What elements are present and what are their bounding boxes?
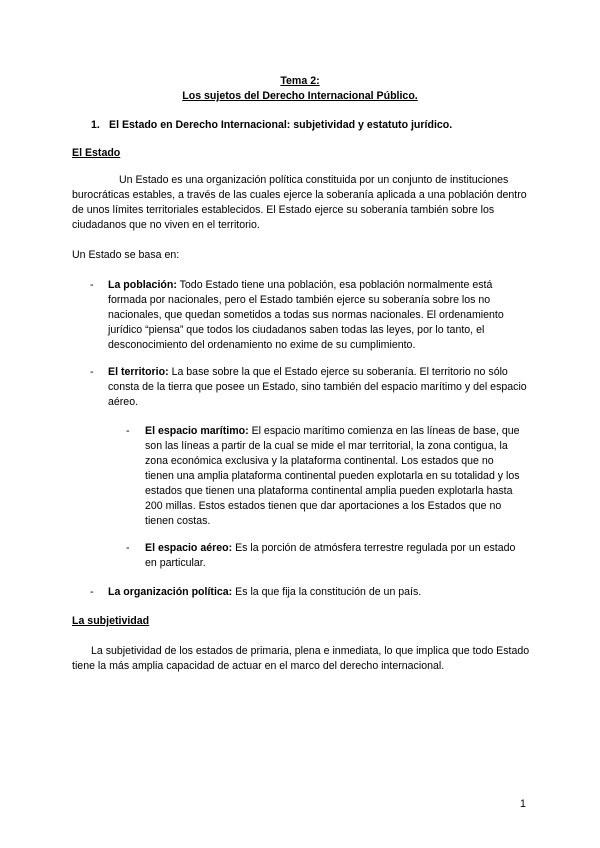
item-term: La organización política: <box>108 586 233 598</box>
list-subitem-espacio-aereo <box>126 541 524 571</box>
bullet-dash: - <box>126 425 130 437</box>
intro-paragraph: Un Estado es una organización política constituida por un conjunto de instituciones burocráticas estables, a través de las cuales ejerce la soberanía aplicada a una población dentro de unos límites territoriales establecidos. El Estado ejerce su soberanía también sobre los ciudadanos que no viven en el territorio. <box>72 174 527 231</box>
subheading-el-estado: El Estado <box>72 147 121 159</box>
subheading-la-subjetividad: La subjetividad <box>72 615 150 627</box>
item-term: El espacio aéreo: <box>145 542 233 554</box>
heading-number: 1. <box>91 119 100 131</box>
item-text: Es la que fija la constitución de un país. <box>232 586 422 598</box>
section-heading-1 <box>91 118 452 133</box>
bullet-dash: - <box>126 542 130 554</box>
subjetividad-paragraph: La subjetividad de los estados de primaria, plena e inmediata, lo que implica que todo Estado tiene la más amplia capacidad de actuar en el marco del derecho internacional. <box>72 645 530 672</box>
bullet-dash: - <box>90 279 94 291</box>
doc-title-line2: Los sujetos del Derecho Internacional Público. <box>182 90 418 102</box>
item-term: La población: <box>108 279 177 291</box>
item-term: El territorio: <box>108 366 169 378</box>
bullet-dash: - <box>90 366 94 378</box>
page-number: 1 <box>520 798 526 810</box>
heading-text: El Estado en Derecho Internacional: subjetividad y estatuto jurídico. <box>109 119 453 131</box>
item-text: Todo Estado tiene una población, esa población normalmente está formada por nacionales, pero el Estado también ejerce su soberanía sobre los no nacionales, que quedan sometidos a todas sus normas nacionales. El ordenamiento jurídico “piensa” que todos los ciudadanos saben todas las leyes, por lo tanto, el desconocimiento del ordenamiento no exime de su cumplimiento. <box>108 279 504 351</box>
list-item-poblacion <box>72 278 527 353</box>
list-subitem-espacio-maritimo <box>126 424 524 529</box>
base-line: Un Estado se basa en: <box>72 249 180 261</box>
item-text: Es la porción de atmósfera terrestre regulada por un estado en particular. <box>145 542 516 569</box>
doc-title-line1: Tema 2: <box>280 75 320 87</box>
list-item-organizacion-politica <box>72 585 527 600</box>
item-text: El espacio marítimo comienza en las líneas de base, que son las líneas a partir de la cual se mide el mar territorial, la zona contigua, la zona económica exclusiva y la plataforma continental. Los estados que no tienen una amplia plataforma continental pueden explotarla en su totalidad y los estados que tienen una plataforma continental amplia pueden explotarla hasta 200 millas. Estos estados tienen que dar aportaciones a los Estados que no tienen costas. <box>145 425 520 527</box>
item-text: La base sobre la que el Estado ejerce su soberanía. El territorio no sólo consta de la tierra que posee un Estado, sino también del espacio marítimo y del espacio aéreo. <box>108 366 527 408</box>
item-term: El espacio marítimo: <box>145 425 249 437</box>
list-item-territorio <box>72 365 527 410</box>
bullet-dash: - <box>90 586 94 598</box>
